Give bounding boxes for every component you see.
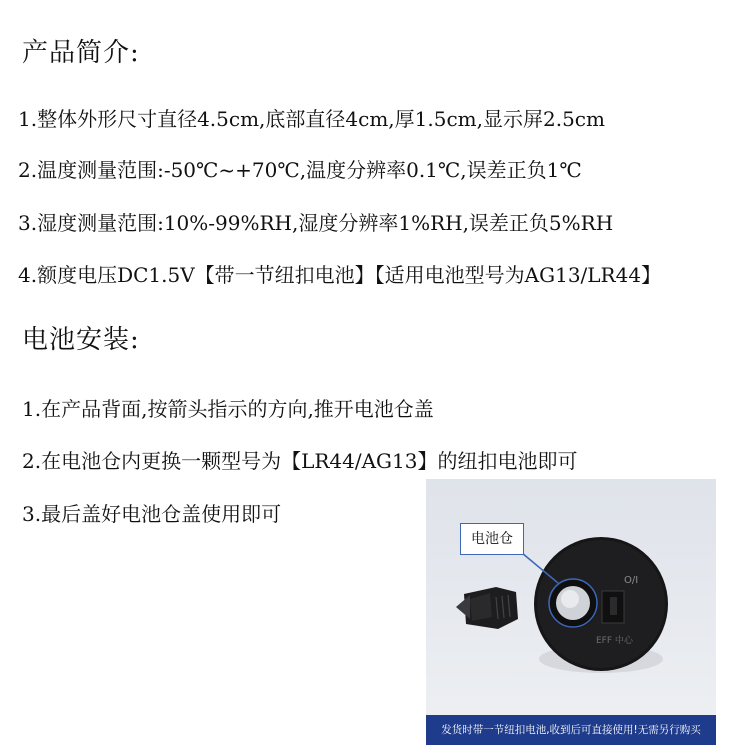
battery-install-heading: 电池安装: bbox=[22, 325, 140, 355]
product-intro-item-4: 4.额度电压DC1.5V【带一节纽扣电池】【适用电池型号为AG13/LR44】 bbox=[18, 263, 662, 287]
product-intro-item-3: 3.湿度测量范围:10%-99%RH,湿度分辨率1%RH,误差正负5%RH bbox=[18, 211, 614, 235]
battery-install-item-3: 3.最后盖好电池仓盖使用即可 bbox=[22, 502, 282, 526]
battery-compartment-photo bbox=[426, 479, 716, 745]
device-marking-top: O/I bbox=[624, 575, 639, 586]
product-intro-item-2: 2.温度测量范围:-50℃~+70℃,温度分辨率0.1℃,误差正负1℃ bbox=[18, 158, 582, 182]
product-intro-item-1: 1.整体外形尺寸直径4.5cm,底部直径4cm,厚1.5cm,显示屏2.5cm bbox=[18, 107, 605, 131]
device-back-illustration bbox=[426, 479, 716, 745]
battery-compartment-callout: 电池仓 bbox=[460, 523, 524, 555]
battery-install-item-2: 2.在电池仓内更换一颗型号为【LR44/AG13】的纽扣电池即可 bbox=[22, 449, 578, 473]
battery-cover-piece bbox=[456, 587, 518, 629]
shipping-note-banner: 发货时带一节纽扣电池,收到后可直接使用!无需另行购买 bbox=[426, 715, 716, 745]
product-intro-heading: 产品简介: bbox=[22, 38, 140, 68]
battery-install-item-1: 1.在产品背面,按箭头指示的方向,推开电池仓盖 bbox=[22, 397, 434, 421]
device-body bbox=[534, 537, 668, 671]
device-marking-bottom: EFF 中心 bbox=[596, 636, 633, 646]
